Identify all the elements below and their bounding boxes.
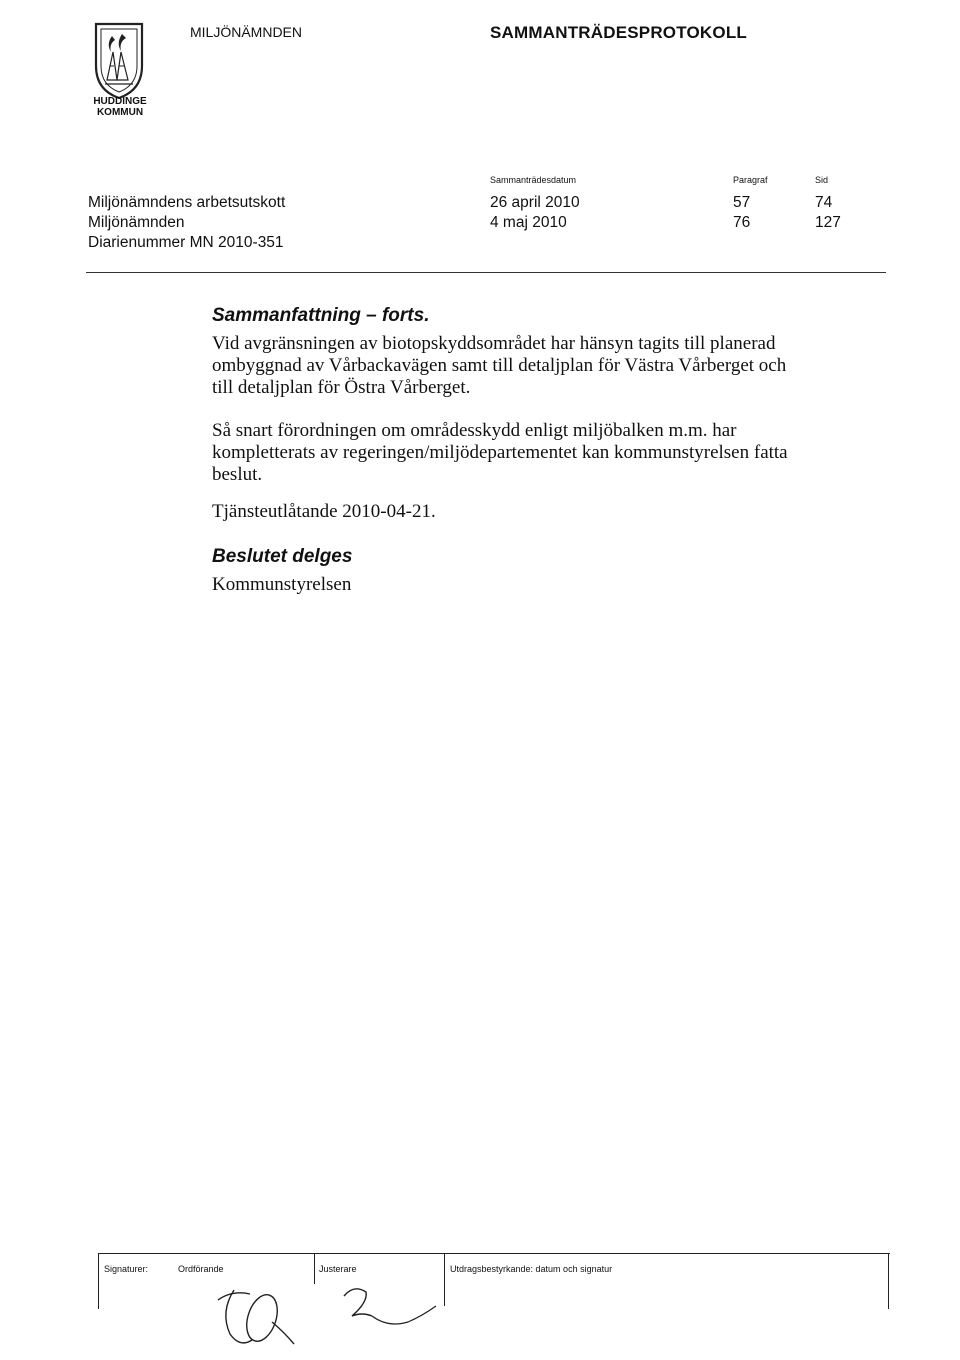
meta-body-1: Miljönämndens arbetsutskott [88,194,286,211]
signatures-label: Signaturer: [104,1264,149,1274]
paragraph-3: Tjänsteutlåtande 2010-04-21. [212,501,436,522]
meta-paragraph-1: 57 [733,194,751,211]
logo-line-1: HUDDINGE [93,96,147,107]
paragraph-2: Så snart förordningen om områdesskydd enligt miljöbalken m.m. har kompletterats av regeringen/miljödepartementet kan kommunstyrelsen fatta beslut. [212,420,788,485]
extract-label: Utdragsbestyrkande: datum och signatur [450,1264,613,1274]
department-name: MILJÖNÄMNDEN [190,24,303,40]
sig-left-border [98,1254,99,1309]
paragraph-label: Paragraf [733,175,768,185]
municipality-logo-icon [92,22,146,100]
adjuster-signature-icon [338,1282,442,1332]
sig-divider-2 [444,1254,445,1306]
meta-page-1: 74 [815,194,833,211]
chair-label: Ordförande [178,1264,224,1274]
diary-number: Diarienummer MN 2010-351 [88,234,284,251]
meta-date-1: 26 april 2010 [490,194,580,211]
page-label: Sid [815,175,829,185]
section-heading-distribution: Beslutet delges [212,546,353,567]
recipient: Kommunstyrelsen [212,574,352,595]
meta-paragraph-2: 76 [733,214,751,231]
logo-line-2: KOMMUN [96,107,144,118]
logo-text [84,96,156,118]
chair-signature-icon [210,1282,306,1354]
meta-page-2: 127 [815,214,841,231]
date-label: Sammanträdesdatum [490,175,577,185]
paragraph-1: Vid avgränsningen av biotopskyddsområdet har hänsyn tagits till planerad ombyggnad av Vårbackavägen samt till detaljplan för Västra Vårberget och till detaljplan för Östra Vårberget. [212,333,787,398]
meta-date-2: 4 maj 2010 [490,214,567,231]
adjuster-label: Justerare [319,1264,357,1274]
section-heading-summary: Sammanfattning – forts. [212,305,430,326]
header-divider [86,272,886,273]
sig-divider-1 [314,1254,315,1284]
document-type-title: SAMMANTRÄDESPROTOKOLL [490,23,747,42]
meta-body-2: Miljönämnden [88,214,185,231]
sig-right-border [888,1254,889,1309]
